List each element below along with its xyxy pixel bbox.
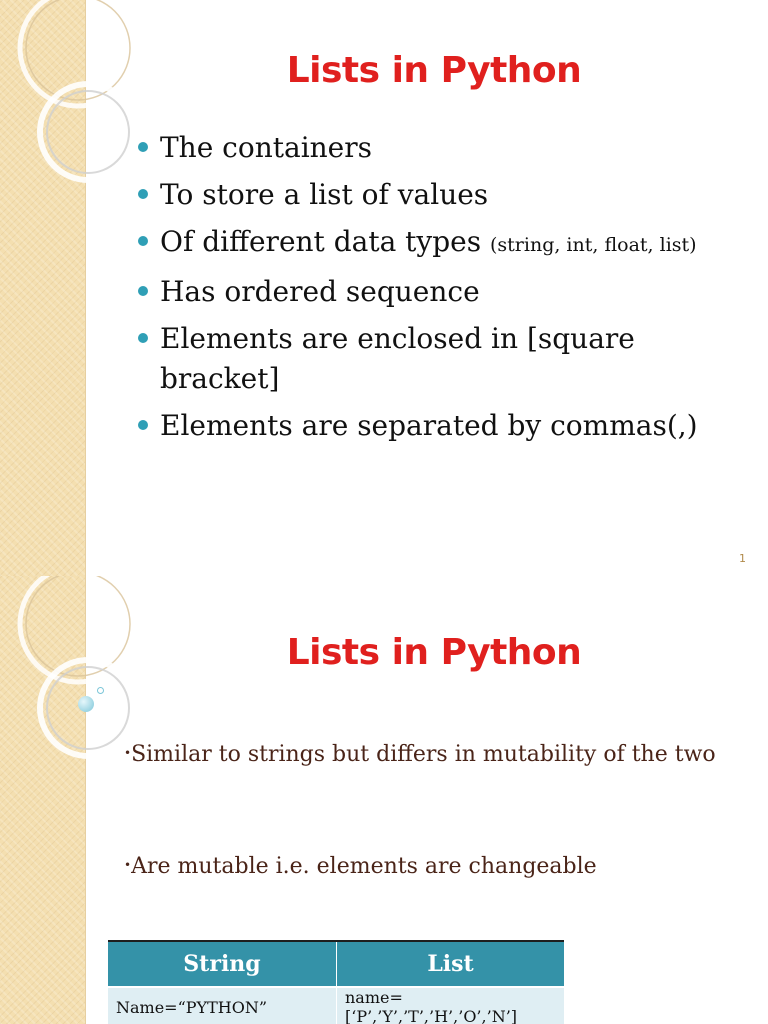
table-cell: Name=“PYTHON” (108, 987, 337, 1024)
column-header: String (108, 941, 337, 987)
bubble-icon (78, 696, 94, 712)
column-header: List (337, 941, 565, 987)
bullet-icon (138, 236, 148, 246)
bullet-icon (138, 142, 148, 152)
page-title: Lists in Python (286, 632, 582, 673)
list-item (138, 319, 738, 399)
decorative-rings-icon (0, 0, 140, 220)
bullet-icon (138, 189, 148, 199)
bullet-text: Has ordered sequence (160, 275, 480, 308)
bullet-icon (138, 333, 148, 343)
page-number: 1 (739, 552, 746, 565)
list-item (138, 128, 738, 168)
bubble-icon (97, 687, 104, 694)
bullet-text: Elements are enclosed in [square bracket] (160, 322, 635, 395)
paragraph (124, 736, 724, 772)
bullet-text: Elements are separated by commas(,) (160, 409, 698, 442)
table-header-row (108, 941, 564, 987)
bullet-note: (string, int, float, list) (490, 234, 697, 256)
decorative-rings-icon (0, 576, 140, 796)
paragraph-text: Similar to strings but differs in mutability of the two (131, 742, 716, 767)
paragraph-text: Are mutable i.e. elements are changeable (131, 854, 597, 879)
bullet-icon: • (124, 858, 132, 872)
bullet-text: Of different data types (160, 225, 490, 258)
bullet-icon: • (124, 746, 132, 760)
slide-2 (0, 576, 768, 1024)
bullet-icon (138, 420, 148, 430)
bullet-text: To store a list of values (160, 178, 489, 211)
list-item (138, 175, 738, 215)
list-item (138, 406, 738, 446)
page-title: Lists in Python (286, 50, 582, 91)
comparison-table (108, 940, 564, 1024)
list-item (138, 222, 738, 265)
bullet-text: The containers (160, 131, 373, 164)
bullet-icon (138, 286, 148, 296)
paragraph (124, 848, 724, 884)
table-row (108, 987, 564, 1024)
table-cell: name=[‘P’,’Y’,’T’,’H’,’O’,’N’] (337, 987, 565, 1024)
list-item (138, 272, 738, 312)
bullet-list (138, 128, 738, 453)
